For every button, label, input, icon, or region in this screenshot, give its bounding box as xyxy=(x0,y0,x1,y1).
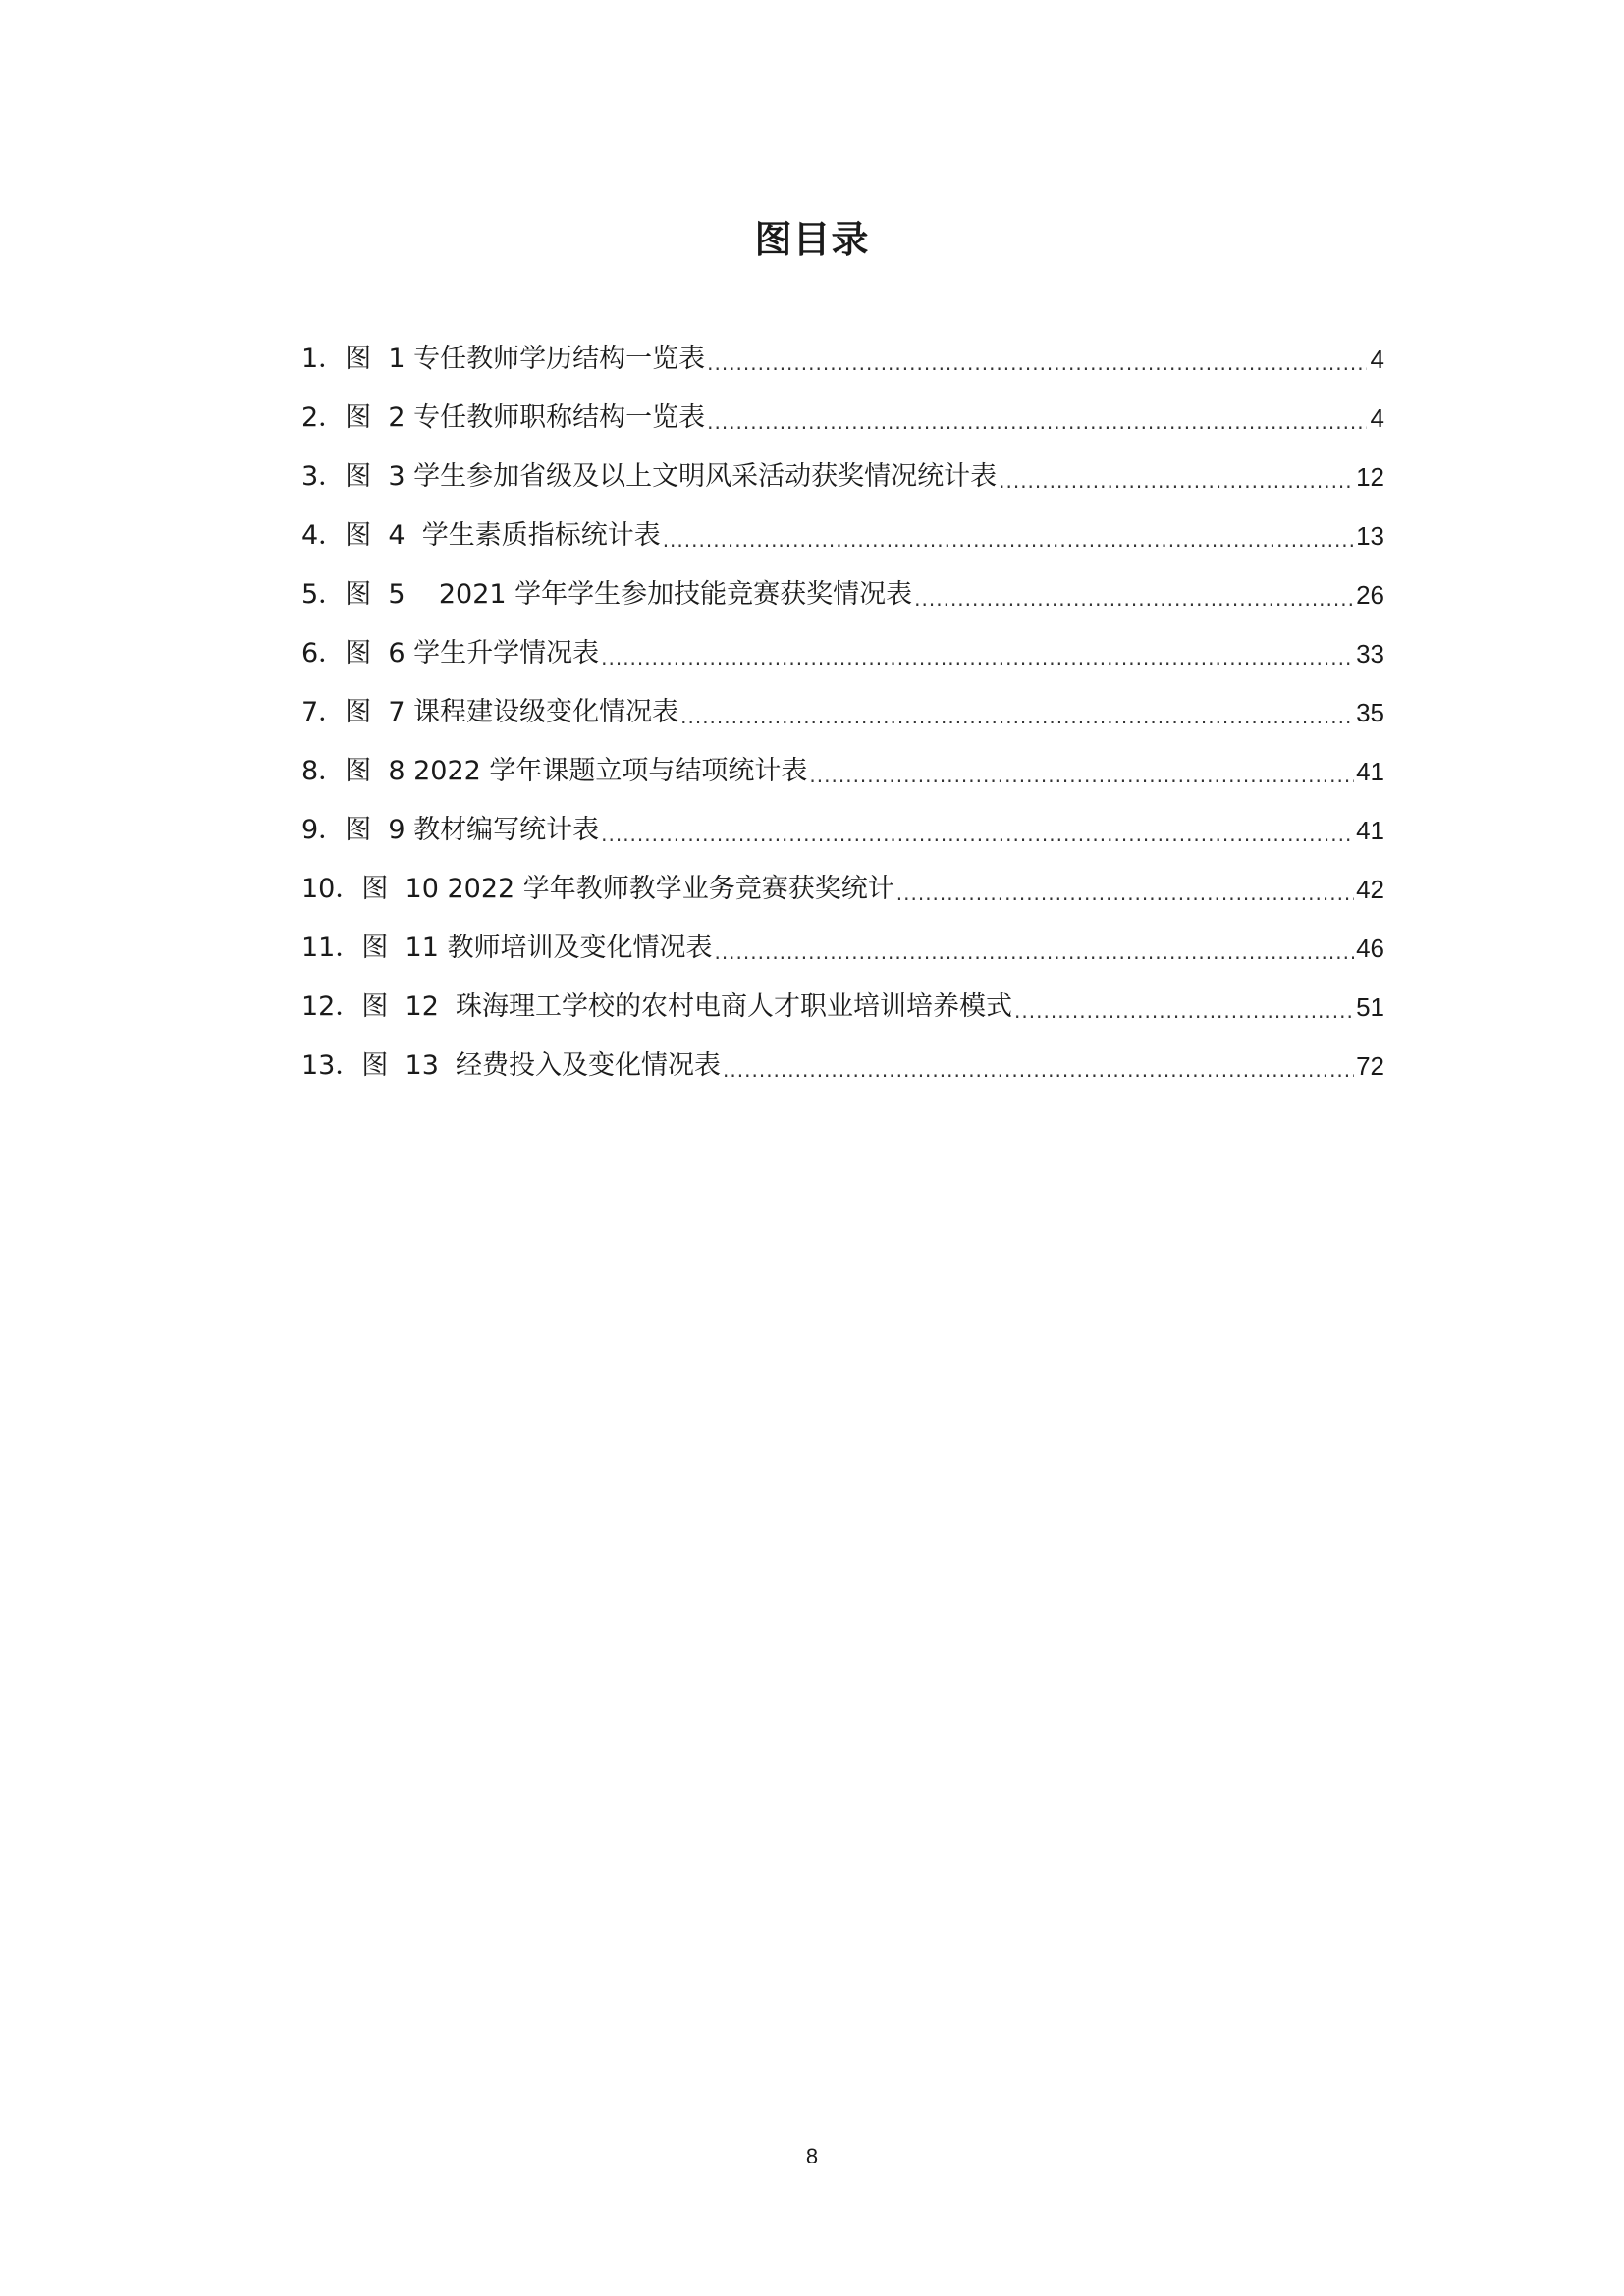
toc-entry-number: 9． xyxy=(301,815,346,845)
toc-entry-title: 图 7 课程建设级变化情况表 xyxy=(345,697,679,727)
toc-entry-7[interactable] xyxy=(301,674,1384,733)
toc-entry-number: 11． xyxy=(301,933,362,963)
toc-entry-page: 51 xyxy=(1356,992,1384,1022)
toc-entry-page: 35 xyxy=(1356,698,1384,727)
toc-entry-page: 33 xyxy=(1356,639,1384,668)
toc-entry-title: 图 9 教材编写统计表 xyxy=(345,815,600,845)
toc-entry-number: 10． xyxy=(301,874,362,904)
toc-entry-page: 41 xyxy=(1356,816,1384,845)
toc-entry-title: 图 12 珠海理工学校的农村电商人才职业培训培养模式 xyxy=(361,991,1013,1022)
dot-leader xyxy=(999,466,1354,496)
toc-entry-page: 72 xyxy=(1356,1051,1384,1081)
toc-entry-page: 13 xyxy=(1356,521,1384,551)
toc-entry-title: 图 13 经费投入及变化情况表 xyxy=(361,1050,722,1081)
toc-entry-number: 6． xyxy=(301,638,346,668)
toc-entry-1[interactable] xyxy=(301,321,1384,380)
toc-entry-page: 4 xyxy=(1370,345,1384,374)
toc-entry-title: 图 3 学生参加省级及以上文明风采活动获奖情况统计表 xyxy=(345,461,998,492)
toc-entry-11[interactable] xyxy=(301,910,1384,969)
toc-entry-2[interactable] xyxy=(301,380,1384,439)
dot-leader xyxy=(707,407,1367,437)
toc-entry-number: 5． xyxy=(301,579,346,610)
toc-entry-6[interactable] xyxy=(301,615,1384,674)
dot-leader xyxy=(714,937,1354,967)
toc-entry-12[interactable] xyxy=(301,969,1384,1028)
dot-leader xyxy=(1014,996,1354,1026)
dot-leader xyxy=(601,643,1354,672)
dot-leader xyxy=(896,879,1354,908)
dot-leader xyxy=(914,584,1354,614)
toc-entry-title: 图 6 学生升学情况表 xyxy=(345,638,600,668)
toc-entry-title: 图 11 教师培训及变化情况表 xyxy=(361,933,713,963)
page-number: 8 xyxy=(805,2144,819,2168)
toc-entry-page: 12 xyxy=(1356,462,1384,492)
dot-leader xyxy=(707,348,1367,378)
toc-entry-number: 4． xyxy=(301,520,346,551)
toc-entry-8[interactable] xyxy=(301,733,1384,792)
toc-entry-3[interactable] xyxy=(301,439,1384,498)
page-title: 图目录 xyxy=(754,218,870,261)
toc-entry-title: 图 4 学生素质指标统计表 xyxy=(345,520,661,551)
toc-entry-title: 图 1 专任教师学历结构一览表 xyxy=(345,344,706,374)
toc-entry-title: 图 2 专任教师职称结构一览表 xyxy=(345,402,706,433)
toc-entry-13[interactable] xyxy=(301,1028,1384,1087)
dot-leader xyxy=(809,761,1354,790)
toc-entry-title: 图 8 2022 学年课题立项与结项统计表 xyxy=(345,756,808,786)
toc-entry-number: 7． xyxy=(301,697,346,727)
toc-entry-4[interactable] xyxy=(301,498,1384,557)
dot-leader xyxy=(680,702,1354,731)
toc-entry-number: 2． xyxy=(301,402,346,433)
toc-entry-10[interactable] xyxy=(301,851,1384,910)
toc-entry-number: 13． xyxy=(301,1050,362,1081)
toc-entry-number: 1． xyxy=(301,344,346,374)
toc-entry-page: 42 xyxy=(1356,875,1384,904)
dot-leader xyxy=(723,1055,1354,1085)
dot-leader xyxy=(663,525,1354,555)
toc-entry-page: 46 xyxy=(1356,934,1384,963)
toc-entry-page: 26 xyxy=(1356,580,1384,610)
toc-entry-page: 41 xyxy=(1356,757,1384,786)
toc-entry-9[interactable] xyxy=(301,792,1384,851)
toc-entry-number: 3． xyxy=(301,461,346,492)
toc-entry-title: 图 10 2022 学年教师教学业务竞赛获奖统计 xyxy=(361,874,894,904)
dot-leader xyxy=(601,820,1354,849)
toc-entry-5[interactable] xyxy=(301,557,1384,615)
toc-entry-title: 图 5 2021 学年学生参加技能竞赛获奖情况表 xyxy=(345,579,913,610)
toc-entry-page: 4 xyxy=(1370,403,1384,433)
toc-entry-number: 8． xyxy=(301,756,346,786)
toc-entry-number: 12． xyxy=(301,991,362,1022)
figure-table-of-contents xyxy=(301,321,1384,1087)
